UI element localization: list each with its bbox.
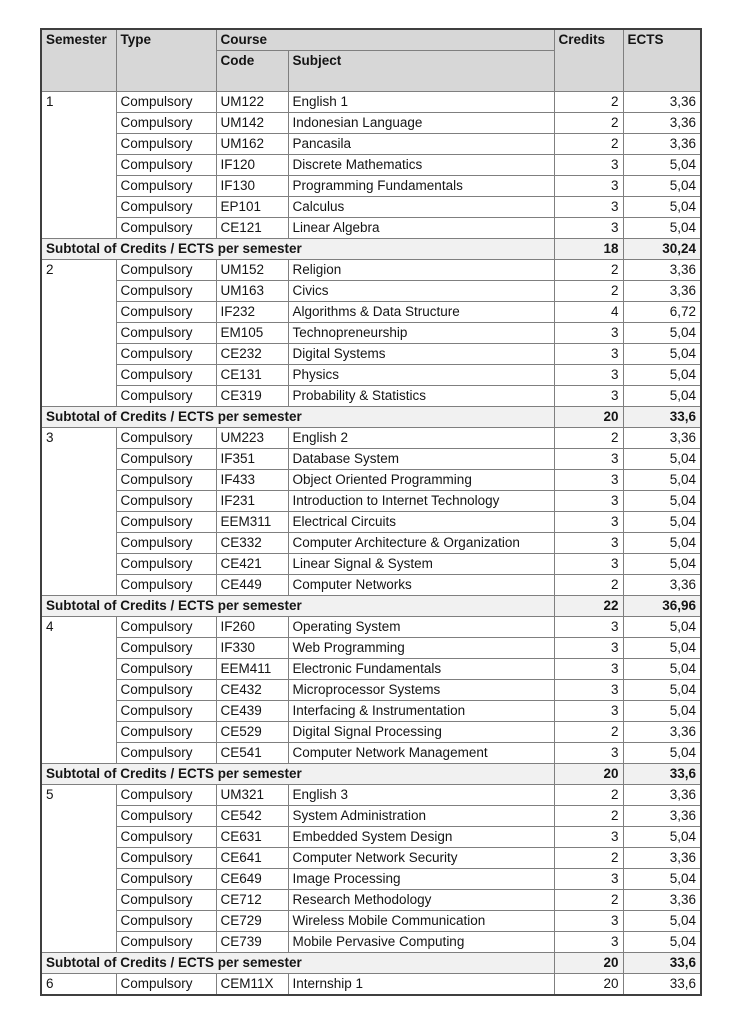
type-cell: Compulsory	[116, 911, 216, 932]
course-row	[41, 554, 701, 575]
ects-cell: 5,04	[623, 869, 701, 890]
course-row	[41, 470, 701, 491]
course-row	[41, 680, 701, 701]
subject-cell: Computer Architecture & Organization	[288, 533, 554, 554]
credits-cell: 3	[554, 932, 623, 953]
type-cell: Compulsory	[116, 512, 216, 533]
subject-cell: English 2	[288, 428, 554, 449]
course-row	[41, 344, 701, 365]
type-cell: Compulsory	[116, 638, 216, 659]
type-cell: Compulsory	[116, 92, 216, 113]
course-row	[41, 701, 701, 722]
code-cell: EM105	[216, 323, 288, 344]
ects-cell: 3,36	[623, 113, 701, 134]
subtotal-label: Subtotal of Credits / ECTS per semester	[41, 596, 554, 617]
ects-cell: 5,04	[623, 365, 701, 386]
subject-cell: Internship 1	[288, 974, 554, 996]
ects-cell: 5,04	[623, 827, 701, 848]
credits-cell: 3	[554, 680, 623, 701]
ects-cell: 5,04	[623, 491, 701, 512]
subject-cell: Discrete Mathematics	[288, 155, 554, 176]
subtotal-credits: 20	[554, 764, 623, 785]
course-row	[41, 848, 701, 869]
credits-cell: 3	[554, 827, 623, 848]
code-cell: UM162	[216, 134, 288, 155]
type-cell: Compulsory	[116, 323, 216, 344]
type-cell: Compulsory	[116, 680, 216, 701]
semester-cell: 5	[41, 785, 116, 953]
course-row	[41, 365, 701, 386]
code-cell: CE449	[216, 575, 288, 596]
code-cell: UM321	[216, 785, 288, 806]
ects-cell: 5,04	[623, 617, 701, 638]
course-row	[41, 197, 701, 218]
code-cell: IF260	[216, 617, 288, 638]
subtotal-credits: 18	[554, 239, 623, 260]
subtotal-ects: 36,96	[623, 596, 701, 617]
credits-cell: 3	[554, 617, 623, 638]
subject-cell: Pancasila	[288, 134, 554, 155]
table-header	[41, 29, 701, 92]
course-row	[41, 911, 701, 932]
credits-cell: 3	[554, 386, 623, 407]
course-row	[41, 176, 701, 197]
ects-cell: 5,04	[623, 554, 701, 575]
ects-cell: 5,04	[623, 512, 701, 533]
code-cell: CE439	[216, 701, 288, 722]
credits-cell: 2	[554, 260, 623, 281]
course-row	[41, 386, 701, 407]
subtotal-credits: 20	[554, 953, 623, 974]
credits-cell: 2	[554, 785, 623, 806]
type-cell: Compulsory	[116, 827, 216, 848]
col-header-subject: Subject	[288, 51, 554, 92]
ects-cell: 5,04	[623, 449, 701, 470]
code-cell: CE542	[216, 806, 288, 827]
type-cell: Compulsory	[116, 302, 216, 323]
course-row	[41, 785, 701, 806]
semester-cell: 4	[41, 617, 116, 764]
credits-cell: 3	[554, 869, 623, 890]
subtotal-credits: 20	[554, 407, 623, 428]
subject-cell: Electronic Fundamentals	[288, 659, 554, 680]
ects-cell: 5,04	[623, 176, 701, 197]
code-cell: CE529	[216, 722, 288, 743]
type-cell: Compulsory	[116, 344, 216, 365]
code-cell: IF433	[216, 470, 288, 491]
course-row	[41, 533, 701, 554]
course-row	[41, 617, 701, 638]
col-header-course: Course	[216, 29, 554, 51]
code-cell: UM142	[216, 113, 288, 134]
credits-cell: 3	[554, 554, 623, 575]
subject-cell: Digital Signal Processing	[288, 722, 554, 743]
subtotal-ects: 33,6	[623, 407, 701, 428]
course-row	[41, 890, 701, 911]
type-cell: Compulsory	[116, 449, 216, 470]
type-cell: Compulsory	[116, 470, 216, 491]
course-row	[41, 302, 701, 323]
subject-cell: Probability & Statistics	[288, 386, 554, 407]
type-cell: Compulsory	[116, 260, 216, 281]
credits-cell: 2	[554, 722, 623, 743]
ects-cell: 5,04	[623, 218, 701, 239]
subject-cell: Object Oriented Programming	[288, 470, 554, 491]
subtotal-ects: 30,24	[623, 239, 701, 260]
course-row	[41, 659, 701, 680]
course-row	[41, 869, 701, 890]
subject-cell: Computer Networks	[288, 575, 554, 596]
code-cell: CE739	[216, 932, 288, 953]
code-cell: CE712	[216, 890, 288, 911]
code-cell: CE541	[216, 743, 288, 764]
credits-cell: 3	[554, 365, 623, 386]
ects-cell: 3,36	[623, 428, 701, 449]
semester-cell: 6	[41, 974, 116, 996]
credits-cell: 3	[554, 659, 623, 680]
credits-cell: 3	[554, 218, 623, 239]
type-cell: Compulsory	[116, 113, 216, 134]
subtotal-ects: 33,6	[623, 953, 701, 974]
code-cell: IF130	[216, 176, 288, 197]
code-cell: CE421	[216, 554, 288, 575]
credits-cell: 2	[554, 281, 623, 302]
course-row	[41, 260, 701, 281]
code-cell: CE641	[216, 848, 288, 869]
subject-cell: Mobile Pervasive Computing	[288, 932, 554, 953]
ects-cell: 5,04	[623, 470, 701, 491]
col-header-ects: ECTS	[623, 29, 701, 92]
type-cell: Compulsory	[116, 533, 216, 554]
code-cell: CE121	[216, 218, 288, 239]
subject-cell: Electrical Circuits	[288, 512, 554, 533]
type-cell: Compulsory	[116, 701, 216, 722]
subtotal-row	[41, 596, 701, 617]
ects-cell: 6,72	[623, 302, 701, 323]
ects-cell: 3,36	[623, 890, 701, 911]
ects-cell: 3,36	[623, 785, 701, 806]
subject-cell: Operating System	[288, 617, 554, 638]
ects-cell: 5,04	[623, 386, 701, 407]
credits-cell: 3	[554, 197, 623, 218]
subtotal-credits: 22	[554, 596, 623, 617]
type-cell: Compulsory	[116, 806, 216, 827]
credits-cell: 2	[554, 806, 623, 827]
code-cell: CEM11X	[216, 974, 288, 996]
subject-cell: English 3	[288, 785, 554, 806]
course-row	[41, 722, 701, 743]
subject-cell: Physics	[288, 365, 554, 386]
credits-cell: 20	[554, 974, 623, 996]
code-cell: CE432	[216, 680, 288, 701]
credits-cell: 3	[554, 344, 623, 365]
subtotal-label: Subtotal of Credits / ECTS per semester	[41, 764, 554, 785]
code-cell: UM122	[216, 92, 288, 113]
course-row	[41, 113, 701, 134]
code-cell: UM152	[216, 260, 288, 281]
credits-cell: 2	[554, 848, 623, 869]
ects-cell: 3,36	[623, 848, 701, 869]
subtotal-row	[41, 764, 701, 785]
ects-cell: 5,04	[623, 533, 701, 554]
subject-cell: Web Programming	[288, 638, 554, 659]
type-cell: Compulsory	[116, 155, 216, 176]
credits-cell: 3	[554, 911, 623, 932]
credits-cell: 2	[554, 92, 623, 113]
course-row	[41, 491, 701, 512]
type-cell: Compulsory	[116, 176, 216, 197]
semester-cell: 1	[41, 92, 116, 239]
subject-cell: Computer Network Management	[288, 743, 554, 764]
code-cell: UM223	[216, 428, 288, 449]
code-cell: EEM411	[216, 659, 288, 680]
subject-cell: Civics	[288, 281, 554, 302]
credits-cell: 2	[554, 428, 623, 449]
credits-cell: 2	[554, 890, 623, 911]
ects-cell: 5,04	[623, 155, 701, 176]
course-row	[41, 449, 701, 470]
course-row	[41, 134, 701, 155]
col-header-code: Code	[216, 51, 288, 92]
ects-cell: 5,04	[623, 323, 701, 344]
subject-cell: Interfacing & Instrumentation	[288, 701, 554, 722]
course-row	[41, 743, 701, 764]
course-row	[41, 806, 701, 827]
subject-cell: Introduction to Internet Technology	[288, 491, 554, 512]
credits-cell: 3	[554, 491, 623, 512]
type-cell: Compulsory	[116, 659, 216, 680]
code-cell: EP101	[216, 197, 288, 218]
code-cell: IF330	[216, 638, 288, 659]
code-cell: UM163	[216, 281, 288, 302]
semester-cell: 3	[41, 428, 116, 596]
type-cell: Compulsory	[116, 890, 216, 911]
type-cell: Compulsory	[116, 197, 216, 218]
subject-cell: Computer Network Security	[288, 848, 554, 869]
credits-cell: 2	[554, 113, 623, 134]
credits-cell: 3	[554, 449, 623, 470]
curriculum-table	[40, 28, 702, 996]
code-cell: EEM311	[216, 512, 288, 533]
credits-cell: 3	[554, 638, 623, 659]
credits-cell: 3	[554, 701, 623, 722]
code-cell: CE649	[216, 869, 288, 890]
ects-cell: 5,04	[623, 197, 701, 218]
subtotal-label: Subtotal of Credits / ECTS per semester	[41, 239, 554, 260]
type-cell: Compulsory	[116, 134, 216, 155]
course-row	[41, 428, 701, 449]
subject-cell: Algorithms & Data Structure	[288, 302, 554, 323]
credits-cell: 3	[554, 743, 623, 764]
course-row	[41, 512, 701, 533]
ects-cell: 3,36	[623, 92, 701, 113]
ects-cell: 5,04	[623, 743, 701, 764]
credits-cell: 3	[554, 176, 623, 197]
subject-cell: Linear Algebra	[288, 218, 554, 239]
subject-cell: Technopreneurship	[288, 323, 554, 344]
code-cell: CE631	[216, 827, 288, 848]
credits-cell: 3	[554, 323, 623, 344]
credits-cell: 3	[554, 533, 623, 554]
ects-cell: 3,36	[623, 575, 701, 596]
type-cell: Compulsory	[116, 743, 216, 764]
type-cell: Compulsory	[116, 428, 216, 449]
credits-cell: 4	[554, 302, 623, 323]
table-body	[41, 92, 701, 996]
subtotal-ects: 33,6	[623, 764, 701, 785]
credits-cell: 3	[554, 155, 623, 176]
type-cell: Compulsory	[116, 365, 216, 386]
subtotal-row	[41, 239, 701, 260]
subject-cell: Wireless Mobile Communication	[288, 911, 554, 932]
ects-cell: 5,04	[623, 638, 701, 659]
col-header-semester: Semester	[41, 29, 116, 92]
subject-cell: Research Methodology	[288, 890, 554, 911]
type-cell: Compulsory	[116, 218, 216, 239]
ects-cell: 5,04	[623, 911, 701, 932]
curriculum-table-wrapper	[40, 28, 702, 996]
subject-cell: Embedded System Design	[288, 827, 554, 848]
credits-cell: 2	[554, 575, 623, 596]
type-cell: Compulsory	[116, 575, 216, 596]
subject-cell: Calculus	[288, 197, 554, 218]
ects-cell: 3,36	[623, 134, 701, 155]
subject-cell: Indonesian Language	[288, 113, 554, 134]
type-cell: Compulsory	[116, 869, 216, 890]
ects-cell: 33,6	[623, 974, 701, 996]
course-row	[41, 932, 701, 953]
ects-cell: 5,04	[623, 659, 701, 680]
code-cell: IF120	[216, 155, 288, 176]
subtotal-label: Subtotal of Credits / ECTS per semester	[41, 407, 554, 428]
type-cell: Compulsory	[116, 554, 216, 575]
course-row	[41, 638, 701, 659]
subject-cell: Database System	[288, 449, 554, 470]
type-cell: Compulsory	[116, 932, 216, 953]
type-cell: Compulsory	[116, 491, 216, 512]
ects-cell: 3,36	[623, 806, 701, 827]
subject-cell: Microprocessor Systems	[288, 680, 554, 701]
subject-cell: Religion	[288, 260, 554, 281]
credits-cell: 3	[554, 512, 623, 533]
code-cell: CE729	[216, 911, 288, 932]
subtotal-label: Subtotal of Credits / ECTS per semester	[41, 953, 554, 974]
subtotal-row	[41, 953, 701, 974]
course-row	[41, 218, 701, 239]
type-cell: Compulsory	[116, 848, 216, 869]
ects-cell: 5,04	[623, 932, 701, 953]
code-cell: CE131	[216, 365, 288, 386]
code-cell: CE232	[216, 344, 288, 365]
credits-cell: 2	[554, 134, 623, 155]
ects-cell: 3,36	[623, 281, 701, 302]
subject-cell: Image Processing	[288, 869, 554, 890]
ects-cell: 3,36	[623, 722, 701, 743]
credits-cell: 3	[554, 470, 623, 491]
course-row	[41, 155, 701, 176]
code-cell: CE332	[216, 533, 288, 554]
subject-cell: Digital Systems	[288, 344, 554, 365]
ects-cell: 3,36	[623, 260, 701, 281]
type-cell: Compulsory	[116, 974, 216, 996]
course-row	[41, 575, 701, 596]
ects-cell: 5,04	[623, 680, 701, 701]
col-header-credits: Credits	[554, 29, 623, 92]
type-cell: Compulsory	[116, 722, 216, 743]
type-cell: Compulsory	[116, 281, 216, 302]
course-row	[41, 281, 701, 302]
course-row	[41, 974, 701, 996]
code-cell: IF232	[216, 302, 288, 323]
course-row	[41, 92, 701, 113]
subject-cell: Linear Signal & System	[288, 554, 554, 575]
course-row	[41, 323, 701, 344]
ects-cell: 5,04	[623, 701, 701, 722]
code-cell: IF231	[216, 491, 288, 512]
subject-cell: Programming Fundamentals	[288, 176, 554, 197]
subtotal-row	[41, 407, 701, 428]
type-cell: Compulsory	[116, 617, 216, 638]
course-row	[41, 827, 701, 848]
code-cell: CE319	[216, 386, 288, 407]
type-cell: Compulsory	[116, 785, 216, 806]
subject-cell: System Administration	[288, 806, 554, 827]
type-cell: Compulsory	[116, 386, 216, 407]
semester-cell: 2	[41, 260, 116, 407]
ects-cell: 5,04	[623, 344, 701, 365]
col-header-type: Type	[116, 29, 216, 92]
code-cell: IF351	[216, 449, 288, 470]
subject-cell: English 1	[288, 92, 554, 113]
